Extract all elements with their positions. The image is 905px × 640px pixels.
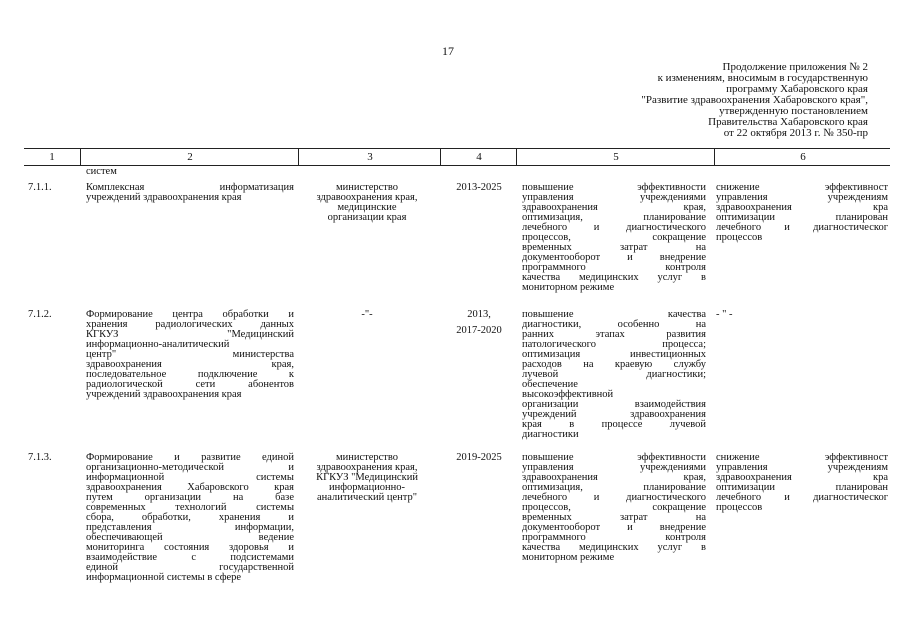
measure-name-line: радиологической сети абонентов xyxy=(86,379,294,390)
measure-name-line: взаимодействие с подсистемами xyxy=(86,552,294,563)
measure-name-line: здравоохранения края, xyxy=(86,359,294,370)
effect-line: управления учреждениям xyxy=(716,192,888,203)
effect-line: лечебного и диагностическог xyxy=(716,222,888,233)
executor-line: КГКУЗ "Медицинский xyxy=(316,472,418,483)
effect-line: снижение эффективност xyxy=(716,183,888,193)
measure-name-line: Формирование центра обработки и xyxy=(86,309,294,320)
effect xyxy=(716,453,888,513)
effect-line: снижение эффективност xyxy=(716,453,888,463)
measure-name-line: Формирование и развитие единой xyxy=(86,452,294,463)
expected-result-line: управления учреждениями xyxy=(522,462,706,473)
expected-result-line: повышение качества xyxy=(522,309,706,320)
column-number-3: 3 xyxy=(298,149,441,165)
measure-name-line: организационно-методической и xyxy=(86,462,294,473)
column-number-5: 5 xyxy=(516,149,715,165)
measure-name-line: учреждений здравоохранения края xyxy=(86,389,242,400)
column-number-1: 1 xyxy=(49,151,55,163)
measure-name xyxy=(86,453,294,583)
measure-name-line: хранения радиологических данных xyxy=(86,319,294,330)
expected-result-line: обеспечение xyxy=(522,379,578,390)
row-number-line: 7.1.2. xyxy=(28,309,52,320)
expected-result-line: временных затрат на xyxy=(522,512,706,523)
expected-result-line: лучевой диагностики; xyxy=(522,369,706,380)
executor-line: министерство xyxy=(335,452,399,463)
expected-result xyxy=(522,310,706,440)
executor-line: здравоохранения края, xyxy=(316,192,418,203)
measure-name-line: современных технологий системы xyxy=(86,502,294,513)
measure-name-line: центр" министерства xyxy=(86,349,294,360)
measure-name-line: информационно-аналитический xyxy=(86,339,230,350)
executor-line: организации края xyxy=(327,212,407,223)
effect-line: здравоохранения кра xyxy=(716,202,888,213)
expected-result-line: оптимизация, планирование xyxy=(522,212,706,223)
expected-result-line: лечебного и диагностического xyxy=(522,492,706,503)
header-line: Продолжение приложения № 2 xyxy=(722,61,868,73)
expected-result-line: качества медицинских услуг в xyxy=(522,542,706,553)
expected-result-line: здравоохранения края, xyxy=(522,202,706,213)
row-number-line: 7.1.3. xyxy=(28,452,52,463)
effect-line: процессов xyxy=(716,232,763,243)
expected-result-line: расходов на краевую службу xyxy=(522,359,706,370)
expected-result-line: программного контроля xyxy=(522,262,706,273)
executor xyxy=(302,183,432,223)
expected-result-line: повышение эффективности xyxy=(522,182,706,193)
effect-line: оптимизации планирован xyxy=(716,212,888,223)
expected-result-line: учреждений здравоохранения xyxy=(522,409,706,420)
row-number xyxy=(28,453,78,463)
measure-name-line: последовательное подключение к xyxy=(86,369,294,380)
expected-result-line: временных затрат на xyxy=(522,242,706,253)
measure-name-line: информационной системы в сфере xyxy=(86,572,242,583)
term xyxy=(444,183,514,193)
measure-name-line: КГКУЗ "Медицинский xyxy=(86,329,294,340)
measure-name-line: сбора, обработки, хранения и xyxy=(86,512,294,523)
effect-line: управления учреждениям xyxy=(716,462,888,473)
measure-name-line: единой государственной xyxy=(86,562,294,573)
executor xyxy=(302,453,432,503)
effect-line: процессов xyxy=(716,502,763,513)
executor-line: -"- xyxy=(361,309,373,320)
term-line: 2013-2025 xyxy=(456,182,502,193)
expected-result-line: патологического процесса; xyxy=(522,339,706,350)
header-line: к изменениям, вносимым в государственную xyxy=(657,72,868,84)
expected-result-line: документооборот и внедрение xyxy=(522,252,706,263)
header-line: утвержденную постановлением xyxy=(719,105,868,117)
expected-result-line: организации взаимодействия xyxy=(522,399,706,410)
measure-name-line: Комплексная информатизация xyxy=(86,182,294,193)
continued-fragment: систем xyxy=(86,166,117,177)
expected-result-line: процессов, сокращение xyxy=(522,232,706,243)
expected-result-line: оптимизация, планирование xyxy=(522,482,706,493)
effect-line: оптимизации планирован xyxy=(716,482,888,493)
executor xyxy=(302,310,432,320)
expected-result-line: диагностики, особенно на xyxy=(522,319,706,330)
header-line: "Развитие здравоохранения Хабаровского края", xyxy=(641,94,868,106)
executor-line: здравоохранения края, xyxy=(316,462,418,473)
expected-result-line: ранних этапах развития xyxy=(522,329,706,340)
executor-line: министерство xyxy=(335,182,399,193)
executor-line: информационно- xyxy=(328,482,406,493)
expected-result-line: здравоохранения края, xyxy=(522,472,706,483)
measure-name-line: обеспечивающей ведение xyxy=(86,532,294,543)
expected-result-line: диагностики xyxy=(522,429,579,440)
measure-name xyxy=(86,310,294,400)
term xyxy=(444,453,514,463)
row-number xyxy=(28,183,78,193)
executor-line: медицинские xyxy=(337,202,397,213)
term-line: 2019-2025 xyxy=(456,452,502,463)
page-number: 17 xyxy=(442,44,454,58)
expected-result-line: управления учреждениями xyxy=(522,192,706,203)
term-line: 2017-2020 xyxy=(456,325,502,336)
effect-line: здравоохранения кра xyxy=(716,472,888,483)
expected-result-line: процессов, сокращение xyxy=(522,502,706,513)
column-number-6: 6 xyxy=(714,149,891,165)
effect xyxy=(716,183,888,243)
effect-line: - " - xyxy=(716,310,733,320)
term xyxy=(444,310,514,336)
expected-result-line: края в процессе лучевой xyxy=(522,419,706,430)
measure-name-line: информационной системы xyxy=(86,472,294,483)
expected-result-line: качества медицинских услуг в xyxy=(522,272,706,283)
column-number-4: 4 xyxy=(440,149,517,165)
header-line: от 22 октября 2013 г. № 350-пр xyxy=(723,127,868,139)
expected-result-line: повышение эффективности xyxy=(522,452,706,463)
measure-name xyxy=(86,183,294,203)
effect-line: лечебного и диагностическог xyxy=(716,492,888,503)
expected-result-line: лечебного и диагностического xyxy=(522,222,706,233)
appendix-header xyxy=(568,62,868,139)
measure-name-line: здравоохранения Хабаровского края xyxy=(86,482,294,493)
measure-name-line: путем организации на базе xyxy=(86,492,294,503)
expected-result-line: мониторном режиме xyxy=(522,282,615,293)
term-line: 2013, xyxy=(467,309,491,320)
expected-result-line: документооборот и внедрение xyxy=(522,522,706,533)
expected-result xyxy=(522,453,706,563)
executor-line: аналитический центр" xyxy=(316,492,418,503)
measure-name-line: учреждений здравоохранения края xyxy=(86,192,242,203)
table-column-header xyxy=(24,148,890,166)
header-line: Правительства Хабаровского края xyxy=(708,116,868,128)
column-number-2: 2 xyxy=(80,149,299,165)
expected-result-line: программного контроля xyxy=(522,532,706,543)
expected-result-line: оптимизация инвестиционных xyxy=(522,349,706,360)
measure-name-line: представления информации, xyxy=(86,522,294,533)
measure-name-line: мониторинга состояния здоровья и xyxy=(86,542,294,553)
row-number-line: 7.1.1. xyxy=(28,182,52,193)
expected-result xyxy=(522,183,706,293)
effect xyxy=(716,310,888,320)
expected-result-line: высокоэффективной xyxy=(522,389,614,400)
expected-result-line: мониторном режиме xyxy=(522,552,615,563)
row-number xyxy=(28,310,78,320)
header-line: программу Хабаровского края xyxy=(726,83,868,95)
